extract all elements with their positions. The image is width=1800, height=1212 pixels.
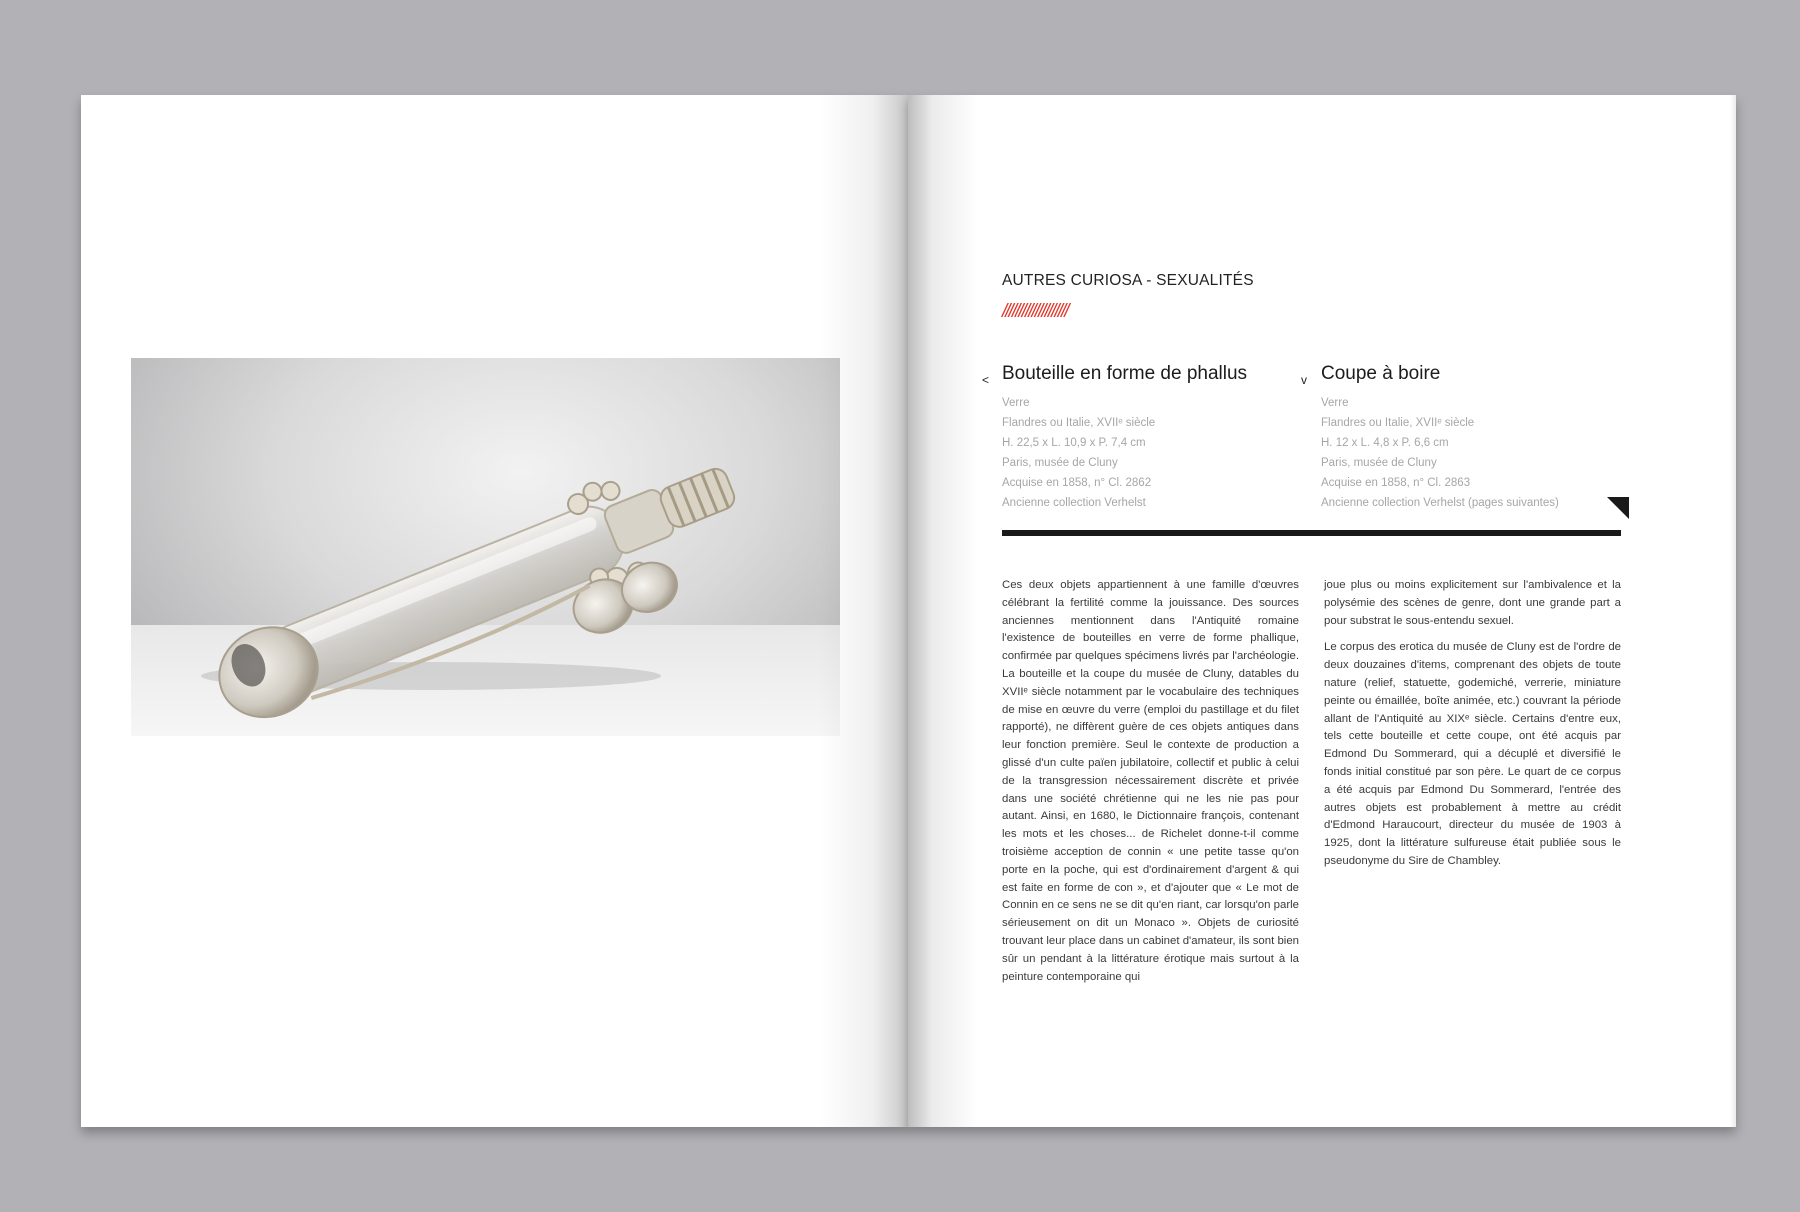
body-column-1 xyxy=(1002,577,1299,995)
meta-provenance: Ancienne collection Verhelst (pages suivantes) xyxy=(1321,497,1559,509)
meta-provenance: Ancienne collection Verhelst xyxy=(1002,497,1146,509)
down-arrow-icon: v xyxy=(1301,373,1307,387)
body-paragraph: Ces deux objets appartiennent à une famille d'œuvres célébrant la fertilité comme la jouissance. Des sources anciennes mentionnent dans l'Antiquité romaine l'existence de bouteilles en verre de forme phallique, confirmée par quelques spécimens livrés par l'archéologie. La bouteille et la coupe du musée de Cluny, datables du XVIIᵉ siècle notamment par le vocabulaire des techniques de mise en œuvre du verre (emploi du pastillage et du filet rapporté), ne diffèrent guère de ces objets antiques dans leur fonction première. Seul le contexte de production a glissé d'un culte païen jubilatoire, collectif et public à celui de la transgression nécessairement discrète et privée dans une société chrétienne qui ne les nie pas pour autant. Ainsi, en 1680, le Dictionnaire françois, contenant les mots et les choses... de Richelet donne-t-il comme troisième acception de connin « une petite tasse qu'on porte en la poche, qui est d'ordinairement d'argent & qui est faite en forme de con », et d'ajouter que « Le mot de Connin en ce sens ne se dit qu'en riant, car lorsqu'on parle sérieusement on dit un Monaco ». Objets de curiosité trouvant leur place dans un cabinet d'amateur, ils sont bien sûr un pendant à la littérature érotique mais surtout à la peinture contemporaine qui xyxy=(1002,579,1299,983)
section-divider xyxy=(1002,530,1621,536)
page-edge xyxy=(1730,95,1736,1127)
meta-acquisition: Acquise en 1858, n° Cl. 2863 xyxy=(1321,477,1471,489)
book-spread xyxy=(81,95,1736,1127)
object-metadata xyxy=(1002,393,1155,513)
left-gutter-shadow xyxy=(818,95,908,1127)
right-page xyxy=(908,95,1736,1127)
object-title: Coupe à boire xyxy=(1321,363,1441,384)
meta-location: Paris, musée de Cluny xyxy=(1002,457,1118,469)
section-title: AUTRES CURIOSA - SEXUALITÉS xyxy=(1002,272,1254,289)
glass-phallus-bottle-photo xyxy=(131,358,840,736)
meta-material: Verre xyxy=(1321,397,1349,409)
left-page xyxy=(81,95,908,1127)
object-metadata xyxy=(1321,393,1559,513)
meta-acquisition: Acquise en 1858, n° Cl. 2862 xyxy=(1002,477,1152,489)
meta-dimensions: H. 12 x L. 4,8 x P. 6,6 cm xyxy=(1321,437,1449,449)
decorative-slashes: //////////////////// xyxy=(1002,301,1068,322)
left-arrow-icon: < xyxy=(982,373,990,387)
meta-material: Verre xyxy=(1002,397,1030,409)
meta-location: Paris, musée de Cluny xyxy=(1321,457,1437,469)
object-title: Bouteille en forme de phallus xyxy=(1002,363,1248,384)
body-paragraph: Le corpus des erotica du musée de Cluny est de l'ordre de deux douzaines d'items, comprenant des objets de toute nature (relief, statuette, godemiché, verrerie, miniature peinte ou émaillée, boîte animée, etc.) couvrant la période allant de l'Antiquité au XIXᵉ siècle. Certains d'entre eux, tels cette bouteille et cette coupe, ont été acquis par Edmond Du Sommerard, qui a décuplé et diversifié le fonds initial constitué par son père. Le quart de ce corpus a été acquis par Edmond Du Sommerard, l'entrée des autres objets est probablement à mettre au crédit d'Edmond Haraucourt, directeur du musée de 1903 à 1925, dont la littérature sulfureuse était publiée sous le pseudonyme du Sire de Chambley. xyxy=(1324,641,1621,867)
body-paragraph: joue plus ou moins explicitement sur l'ambivalence et la polysémie des scènes de genre, dont une grande part a pour substrat le sous-entendu sexuel. xyxy=(1324,579,1621,627)
corner-triangle-icon xyxy=(1607,497,1629,519)
meta-origin: Flandres ou Italie, XVIIᵉ siècle xyxy=(1002,417,1156,429)
meta-origin: Flandres ou Italie, XVIIᵉ siècle xyxy=(1321,417,1475,429)
body-column-2 xyxy=(1324,577,1621,880)
right-gutter-shadow xyxy=(908,95,978,1127)
meta-dimensions: H. 22,5 x L. 10,9 x P. 7,4 cm xyxy=(1002,437,1146,449)
